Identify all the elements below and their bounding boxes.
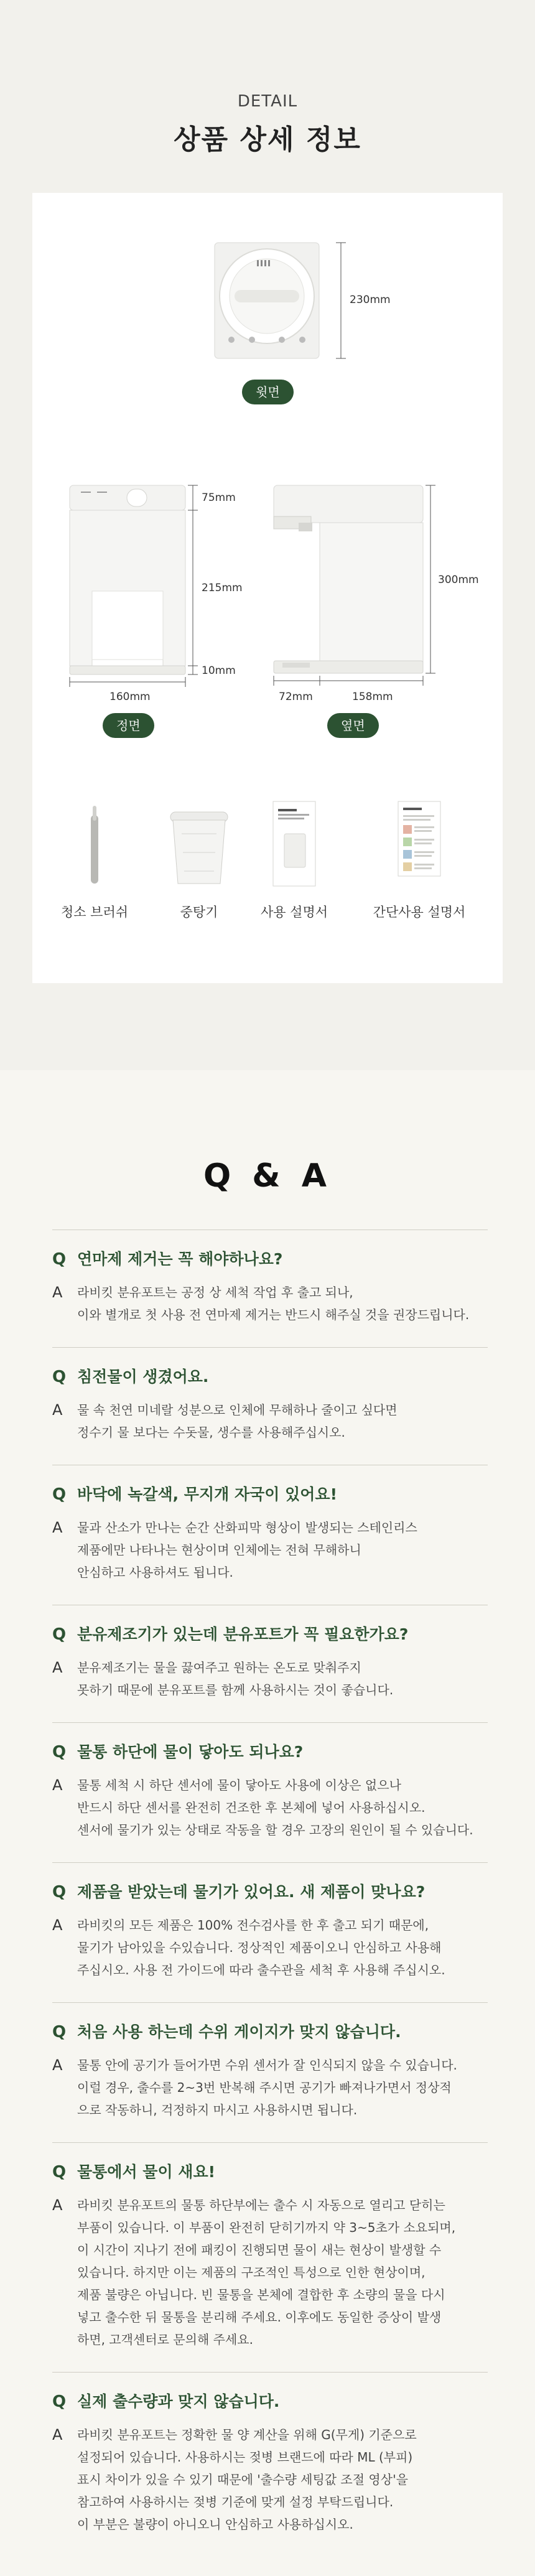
top-view-illustration [32,193,503,983]
answer-marker: A [52,2426,63,2443]
answer-line: 설정되어 있습니다. 사용하시는 젖병 브랜드에 따라 ML (부피) [77,2450,413,2465]
answer-text [77,1914,445,1981]
answer-line: 참고하여 사용하시는 젖병 기준에 맞게 설정 부탁드립니다. [77,2494,394,2509]
answer-row [52,1281,488,1326]
qa-item [52,1347,488,1465]
answer-line: 제품 불량은 아닙니다. 빈 물통을 본체에 결합한 후 소량의 물을 다시 [77,2287,445,2302]
answer-marker: A [52,1401,63,1419]
answer-row [52,2424,488,2536]
top-view-height: 230mm [350,294,391,306]
answer-line: 있습니다. 하지만 이는 제품의 구조적인 특성으로 인한 현상이며, [77,2265,426,2280]
front-width-dim: 160mm [109,691,151,703]
answer-text [77,2424,417,2536]
question-marker: Q [52,1250,67,1269]
question-text: 물통 하단에 물이 닿아도 되나요? [77,1743,304,1761]
answer-line: 이 부분은 불량이 아니오니 안심하고 사용하십시오. [77,2517,353,2532]
answer-line: 라비킷 분유포트는 공정 상 세척 작업 후 출고 되나, [77,1285,353,1300]
front-bottom-dim: 10mm [202,665,236,677]
question-text: 처음 사용 하는데 수위 게이지가 맞지 않습니다. [77,2023,401,2041]
answer-row [52,1399,488,1444]
question-text: 실제 출수량과 맞지 않습니다. [77,2392,280,2410]
answer-marker: A [52,1776,63,1794]
answer-line: 물 속 천연 미네랄 성분으로 인체에 무해하나 줄이고 싶다면 [77,1402,398,1417]
accessory-brush-label: 청소 브러쉬 [60,905,129,920]
question-marker: Q [52,1485,67,1504]
question-row [52,2022,488,2043]
product-detail-section [0,0,535,1070]
question-text: 바닥에 녹갈색, 무지개 자국이 있어요! [77,1485,337,1503]
question-marker: Q [52,1625,67,1644]
accessory-bath-label: 중탕기 [180,905,218,920]
answer-marker: A [52,1519,63,1536]
qa-title: Q & A [203,1157,332,1195]
detail-title: 상품 상세 정보 [174,124,361,156]
answer-text [77,1516,417,1584]
qa-item [52,2142,488,2372]
accessory-quick-manual-label: 간단사용 설명서 [373,905,466,920]
answer-text [77,2194,455,2351]
answer-line: 라비킷 분유포트는 정확한 물 양 계산을 위해 G(무게) 기준으로 [77,2427,417,2442]
answer-line: 반드시 하단 센서를 완전히 건조한 후 본체에 넣어 사용하십시오. [77,1800,426,1815]
answer-row [52,2194,488,2351]
answer-line: 주십시오. 사용 전 가이드에 따라 출수관을 세척 후 사용해 주십시오. [77,1962,445,1977]
answer-line: 라비킷의 모든 제품은 100% 전수검사를 한 후 출고 되기 때문에, [77,1918,429,1933]
answer-row [52,1914,488,1981]
question-row [52,1484,488,1505]
answer-marker: A [52,2196,63,2214]
answer-line: 제품에만 나타나는 현상이며 인체에는 전혀 무해하니 [77,1542,361,1557]
answer-line: 못하기 때문에 분유포트를 함께 사용하시는 것이 좋습니다. [77,1682,394,1697]
qa-item [52,1230,488,1347]
detail-card [32,193,503,983]
answer-line: 으로 작동하니, 걱정하지 마시고 사용하시면 됩니다. [77,2102,358,2117]
answer-row [52,2054,488,2121]
answer-marker: A [52,1284,63,1301]
answer-line: 분유제조기는 물을 끓여주고 원하는 온도로 맞춰주지 [77,1660,361,1675]
question-row [52,2391,488,2412]
answer-line: 물과 산소가 만나는 순간 산화피막 형상이 발생되는 스테인리스 [77,1520,417,1535]
side-view-label: 옆면 [327,713,379,738]
top-view-label: 윗면 [242,380,294,404]
question-marker: Q [52,2023,67,2042]
accessory-manual-label: 사용 설명서 [260,905,328,920]
answer-line: 물기가 남아있을 수있습니다. 정상적인 제품이오니 안심하고 사용해 [77,1940,442,1955]
answer-line: 하면, 고객센터로 문의해 주세요. [77,2332,253,2347]
answer-marker: A [52,1659,63,1676]
answer-text [77,1399,398,1444]
answer-text [77,1774,473,1841]
answer-row [52,1656,488,1701]
front-top-dim: 75mm [202,492,236,504]
question-text: 분유제조기가 있는데 분유포트가 꼭 필요한가요? [77,1625,409,1643]
question-marker: Q [52,1743,67,1762]
question-marker: Q [52,2392,67,2411]
qa-item [52,1605,488,1722]
answer-text [77,1281,469,1326]
question-text: 연마제 제거는 꼭 해야하나요? [77,1250,283,1268]
answer-line: 정수기 물 보다는 수돗물, 생수를 사용해주십시오. [77,1425,345,1440]
answer-line: 물통 세척 시 하단 센서에 물이 닿아도 사용에 이상은 없으나 [77,1778,401,1793]
qa-item [52,1722,488,1862]
question-row [52,2162,488,2183]
answer-line: 라비킷 분유포트의 물통 하단부에는 출수 시 자동으로 열리고 닫히는 [77,2198,445,2213]
qa-item [52,1465,488,1605]
side-depth-a-dim: 72mm [279,691,313,703]
qa-section [0,1070,535,2576]
question-text: 침전물이 생겼어요. [77,1368,209,1386]
question-marker: Q [52,2163,67,2182]
answer-line: 표시 차이가 있을 수 있기 때문에 '출수량 세팅값 조절 영상'을 [77,2472,408,2487]
question-row [52,1882,488,1903]
question-row [52,1624,488,1645]
qa-item [52,2002,488,2142]
qa-list [52,1230,488,2557]
answer-line: 이와 별개로 첫 사용 전 연마제 제거는 반드시 해주실 것을 권장드립니다. [77,1307,470,1322]
answer-line: 안심하고 사용하셔도 됩니다. [77,1565,233,1580]
answer-text [77,1656,393,1701]
answer-line: 이 시간이 지나기 전에 패킹이 진행되면 물이 새는 현상이 발생할 수 [77,2242,442,2257]
question-marker: Q [52,1368,67,1386]
question-row [52,1742,488,1763]
side-depth-b-dim: 158mm [352,691,393,703]
answer-row [52,1774,488,1841]
detail-eyebrow: DETAIL [237,92,298,111]
answer-line: 센서에 물기가 있는 상태로 작동을 할 경우 고장의 원인이 될 수 있습니다. [77,1822,473,1837]
front-view-label: 정면 [103,713,154,738]
answer-line: 물통 안에 공기가 들어가면 수위 센서가 잘 인식되지 않을 수 있습니다. [77,2058,457,2073]
answer-line: 이럴 경우, 출수를 2~3번 반복해 주시면 공기가 빠져나가면서 정상적 [77,2080,452,2095]
answer-marker: A [52,1916,63,1934]
answer-text [77,2054,457,2121]
answer-marker: A [52,2056,63,2074]
question-row [52,1366,488,1388]
question-text: 제품을 받았는데 물기가 있어요. 새 제품이 맞나요? [77,1883,426,1901]
question-marker: Q [52,1883,67,1902]
side-height-dim: 300mm [438,574,479,586]
qa-item [52,1862,488,2002]
answer-line: 넣고 출수한 뒤 물통을 분리해 주세요. 이후에도 동일한 증상이 발생 [77,2310,442,2325]
answer-line: 부품이 있습니다. 이 부품이 완전히 닫히기까지 약 3~5초가 소요되며, [77,2220,456,2235]
front-middle-dim: 215mm [202,582,243,594]
question-row [52,1249,488,1270]
answer-row [52,1516,488,1584]
qa-item [52,2372,488,2557]
question-text: 물통에서 물이 새요! [77,2163,216,2181]
